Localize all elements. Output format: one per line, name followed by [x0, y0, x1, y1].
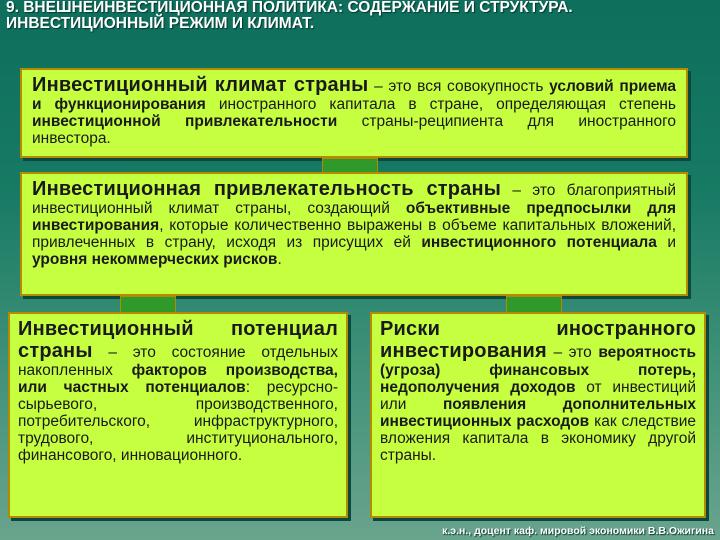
investment-potential-box: [8, 312, 348, 518]
investment-climate-text-3: страны-реципиента для иностранного инвестора.: [32, 113, 677, 147]
foreign-investment-risks-box: [370, 312, 706, 518]
foreign-investment-risks-text-3: как следствие вложения капитала в экономику другой страны.: [380, 413, 697, 464]
investment-attractiveness-text-1: – это благоприятный инвестиционный климат страны, создающий: [32, 182, 676, 217]
investment-attractiveness-box: [20, 172, 688, 296]
investment-attractiveness-text-4: .: [277, 251, 282, 268]
investment-potential-text-1: – это состояние отдельных накопленных: [18, 344, 338, 379]
title-line-1: 9. ВНЕШНЕИНВЕСТИЦИОННАЯ ПОЛИТИКА: СОДЕРЖАНИЕ И СТРУКТУРА.: [6, 0, 573, 16]
investment-climate-bold-2: инвестиционной привлекательности: [32, 113, 338, 130]
investment-attractiveness-text-2: , которые количественно выражены в объеме капитальных вложений, привлеченных в страну, исходя из присущих ей: [32, 217, 676, 251]
investment-attractiveness-bold-2: инвестиционного потенциала: [421, 234, 657, 251]
investment-attractiveness-bold-3: уровня некоммерческих рисков: [32, 251, 278, 268]
foreign-investment-risks-bold-1: вероятность (угроза) финансовых потерь, недополучения доходов: [380, 344, 696, 396]
investment-attractiveness-term: Инвестиционная привлекательность страны: [32, 178, 502, 200]
investment-climate-box: [20, 68, 688, 158]
slide-title: [6, 0, 716, 32]
investment-climate-text-1: – это вся совокупность: [368, 78, 550, 95]
foreign-investment-risks-bold-2: появления дополнительных инвестиционных расходов: [380, 396, 696, 430]
investment-potential-bold-1: факторов производства, или частных потенциалов: [18, 362, 338, 396]
investment-attractiveness-bold-1: объективные предпосылки для инвестирования: [32, 200, 676, 234]
investment-potential-text-2: : ресурсно-сырьевого, производственного, потребительского, инфраструктурного, трудового, институционального, финансового, инновационного.: [18, 379, 338, 464]
investment-potential-term: Инвестиционный потенциал страны: [18, 318, 338, 362]
foreign-investment-risks-term: Риски иностранного инвестирования: [380, 318, 696, 362]
investment-climate-text-2: иностранного капитала в стране, определяющая степень: [205, 96, 676, 113]
foreign-investment-risks-text-2: от инвестиций или: [380, 379, 696, 413]
investment-climate-term: Инвестиционный климат страны: [32, 74, 369, 96]
investment-climate-bold-1: условий приема и функционирования: [32, 78, 676, 113]
investment-attractiveness-text-3: и: [656, 234, 676, 251]
author-credit: к.э.н., доцент каф. мировой экономики В.В.Ожигина: [442, 525, 714, 537]
title-line-2: ИНВЕСТИЦИОННЫЙ РЕЖИМ И КЛИМАТ.: [6, 15, 315, 32]
foreign-investment-risks-text-1: – это: [546, 344, 599, 361]
